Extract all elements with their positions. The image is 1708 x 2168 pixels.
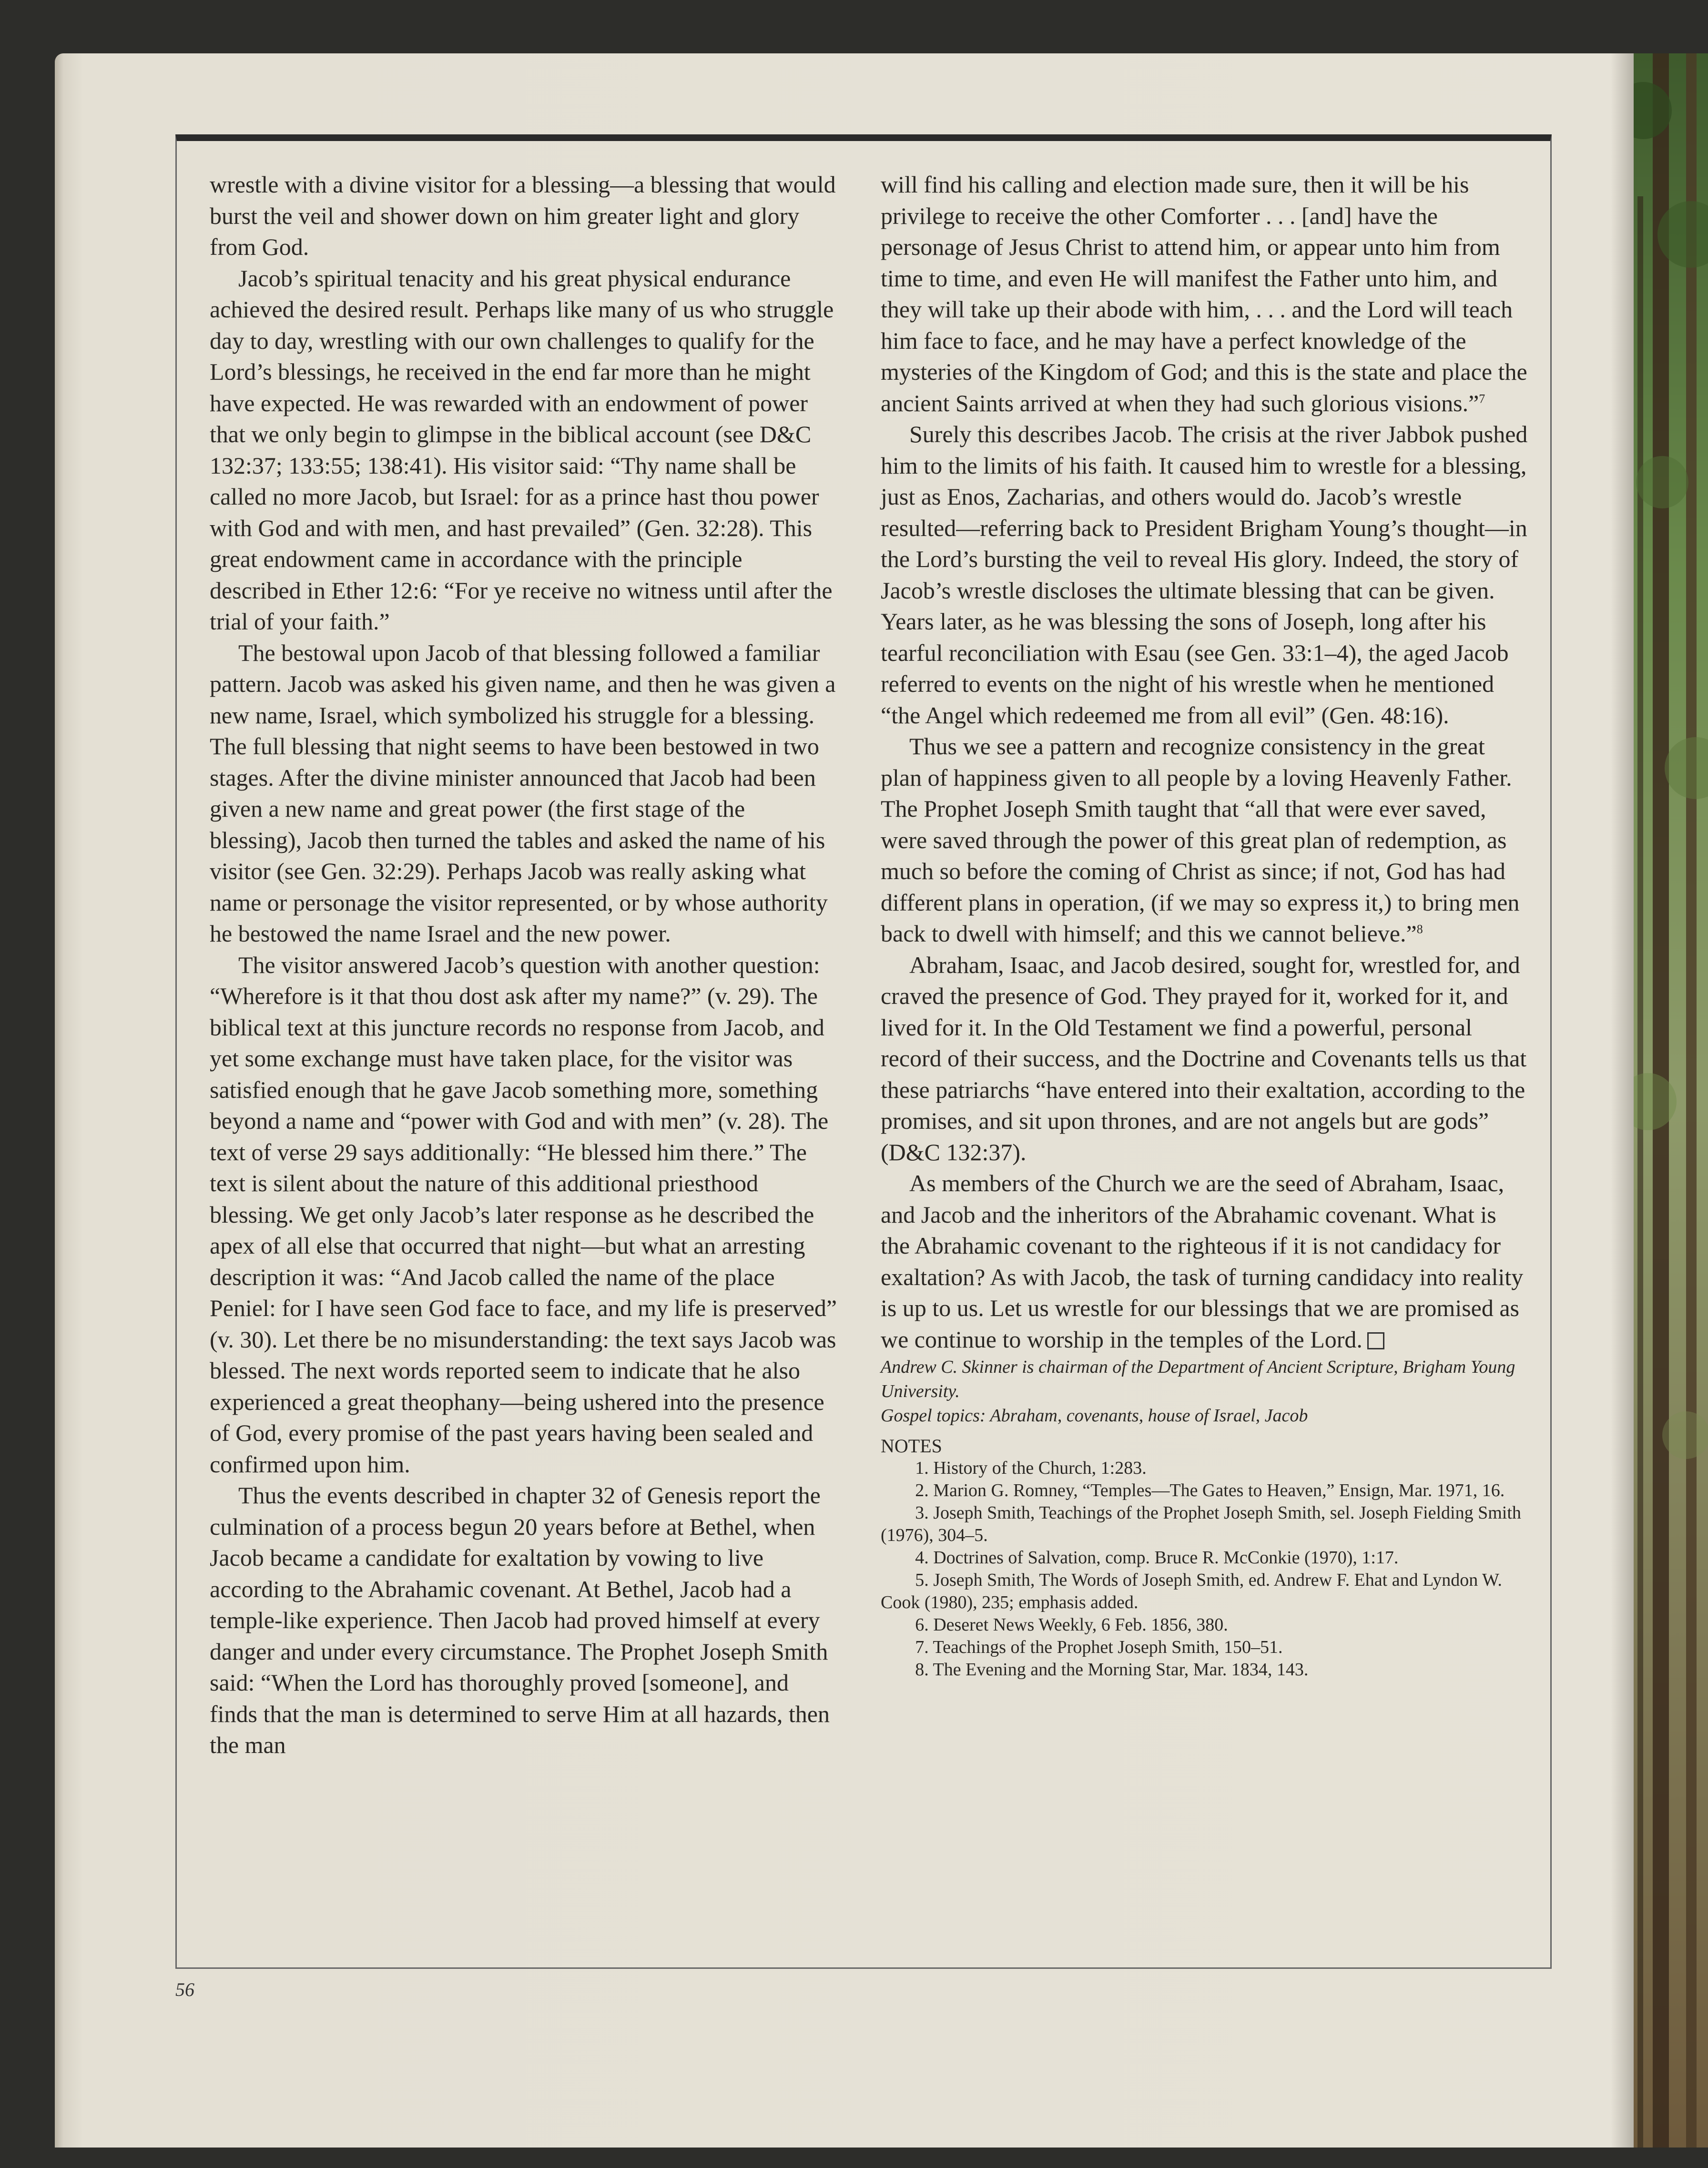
note-number: 7.: [915, 1637, 933, 1657]
right-column: [881, 169, 1529, 1681]
gospel-topics: Gospel topics: Abraham, covenants, house of Israel, Jacob: [881, 1406, 1308, 1426]
paragraph: Abraham, Isaac, and Jacob desired, sought for, wrestled for, and craved the presence of God. They prayed for it, worked for it, and lived for it. In the Old Testament we find a powerful, personal record of their success, and the Doctrine and Covenants tells us that these patriarchs “have entered into their exaltation, according to the promises, and sit upon thrones, and are not angels but are gods” (D&C 132:37).: [881, 951, 1527, 1165]
paragraph: Thus the events described in chapter 32 of Genesis report the culmination of a process begun 20 years before at Bethel, when Jacob became a candidate for exaltation by vowing to live according to the Abrahamic covenant. At Bethel, Jacob had a temple-like experience. Then Jacob had proved himself at every danger and under every circumstance. The Prophet Joseph Smith said: “When the Lord has thoroughly proved [someone], and finds that the man is determined to serve Him at all hazards, then the man: [210, 1482, 830, 1758]
note-text: Marion G. Romney, “Temples—The Gates to Heaven,” Ensign, Mar. 1971, 16.: [933, 1480, 1505, 1500]
note-item: [881, 1636, 1529, 1659]
page-number: 56: [175, 1979, 194, 2000]
note-text: History of the Church, 1:283.: [933, 1458, 1147, 1478]
paragraph: The bestowal upon Jacob of that blessing followed a familiar pattern. Jacob was asked his given name, and then he was given a new name, Israel, which symbolized his struggle for a blessing. The full blessing that night seems to have been bestowed in two stages. After the divine minister announced that Jacob had been given a new name and great power (the first stage of the blessing), Jacob then turned the tables and asked the name of his visitor (see Gen. 32:29). Perhaps Jacob was really asking what name or personage the visitor represented, or by whose authority he bestowed the name Israel and the new power.: [210, 639, 836, 947]
note-number: 3.: [915, 1503, 934, 1523]
note-text: Teachings of the Prophet Joseph Smith, 150–51.: [933, 1637, 1283, 1657]
paragraph: wrestle with a divine visitor for a blessing—a blessing that would burst the veil and shower down on him greater light and glory from God.: [210, 171, 836, 260]
paragraph-text: Thus we see a pattern and recognize consistency in the great plan of happiness given to all people by a loving Heavenly Father. The Prophet Joseph Smith taught that “all that were ever saved, were saved through the power of this great plan of redemption, as much so before the coming of Christ as since; if not, God has had different plans in operation, (if we may so express it,) to bring men back to dwell with himself; and this we cannot believe.”: [881, 733, 1520, 947]
note-number: 4.: [915, 1548, 934, 1568]
note-item: [881, 1479, 1529, 1502]
note-number: 2.: [915, 1480, 934, 1500]
footnote-ref: 8: [1416, 922, 1423, 936]
note-item: [881, 1659, 1529, 1681]
paragraph: The visitor answered Jacob’s question with another question: “Wherefore is it that thou dost ask after my name?” (v. 29). The biblical text at this juncture records no response from Jacob, and yet some exchange must have taken place, for the visitor was satisfied enough that he gave Jacob something more, something beyond a name and “power with God and with men” (v. 28). The text of verse 29 says additionally: “He blessed him there.” The text is silent about the nature of this additional priesthood blessing. We get only Jacob’s later response as he described the apex of all else that occurred that night—but what an arresting description it was: “And Jacob called the name of the place Peniel: for I have seen God face to face, and my life is preserved” (v. 30). Let there be no misunderstanding: the text says Jacob was blessed. The next words reported seem to indicate that he also experienced a great theophany—being ushered into the presence of God, every promise of the past years having been sealed and confirmed upon him.: [210, 951, 837, 1478]
note-item: [881, 1614, 1529, 1636]
note-item: [881, 1457, 1529, 1479]
author-credit: Andrew C. Skinner is chairman of the Department of Ancient Scripture, Brigham Young University.: [881, 1357, 1515, 1401]
note-item: [881, 1547, 1529, 1569]
note-number: 5.: [915, 1570, 934, 1590]
note-item: [881, 1502, 1529, 1547]
note-text: The Evening and the Morning Star, Mar. 1834, 143.: [933, 1660, 1309, 1680]
note-number: 1.: [915, 1458, 934, 1478]
note-text: Joseph Smith, Teachings of the Prophet Joseph Smith, sel. Joseph Fielding Smith (1976), 304–5.: [881, 1503, 1521, 1545]
footnote-ref: 7: [1479, 391, 1485, 405]
note-text: Joseph Smith, The Words of Joseph Smith, ed. Andrew F. Ehat and Lyndon W. Cook (1980), 235; emphasis added.: [881, 1570, 1502, 1612]
left-column: [210, 169, 839, 1761]
note-text: Deseret News Weekly, 6 Feb. 1856, 380.: [933, 1615, 1228, 1635]
paragraph: [881, 1168, 1529, 1355]
paragraph-text: As members of the Church we are the seed of Abraham, Isaac, and Jacob and the inheritors of the Abrahamic covenant. What is the Abrahamic covenant to the righteous if it is not candidacy for exaltation? As with Jacob, the task of turning candidacy into reality is up to us. Let us wrestle for our blessings that we are promised as we continue to worship in the temples of the Lord.: [881, 1170, 1524, 1353]
paragraph-text: will find his calling and election made sure, then it will be his privilege to receive the other Comforter . . . [and] have the personage of Jesus Christ to attend him, or appear unto him from time to time, and even He will manifest the Father unto him, and they will take up their abode with him, . . . and the Lord will teach him face to face, and he may have a perfect knowledge of the mysteries of the Kingdom of God; and this is the state and place the ancient Saints arrived at when they had such glorious visions.”: [881, 171, 1527, 416]
paragraph: Surely this describes Jacob. The crisis at the river Jabbok pushed him to the limits of his faith. It caused him to wrestle for a blessing, just as Enos, Zacharias, and others would do. Jacob’s wrestle resulted—referring back to President Brigham Young’s thought—in the Lord’s bursting the veil to reveal His glory. Indeed, the story of Jacob’s wrestle discloses the ultimate blessing that can be given. Years later, as he was blessing the sons of Joseph, long after his tearful reconciliation with Esau (see Gen. 33:1–4), the aged Jacob referred to events on the night of his wrestle when he mentioned “the Angel which redeemed me from all evil” (Gen. 48:16).: [881, 421, 1528, 729]
note-item: [881, 1569, 1529, 1614]
forest-photo-edge: [1634, 53, 1708, 2148]
end-mark-icon: [1367, 1332, 1384, 1349]
notes-heading: NOTES: [881, 1435, 942, 1457]
forest-photo-image: [1634, 53, 1708, 2148]
note-text: Doctrines of Salvation, comp. Bruce R. McConkie (1970), 1:17.: [933, 1548, 1399, 1568]
paragraph: [881, 169, 1529, 419]
paragraph: Jacob’s spiritual tenacity and his great physical endurance achieved the desired result. Perhaps like many of us who struggle day to day, wrestling with our own challenges to qualify for the Lord’s blessings, he received in the end far more than he might have expected. He was rewarded with an endowment of power that we only begin to glimpse in the biblical account (see D&C 132:37; 133:55; 138:41). His visitor said: “Thy name shall be called no more Jacob, but Israel: for as a prince hast thou power with God and with men, and hast prevailed” (Gen. 32:28). This great endowment came in accordance with the principle described in Ether 12:6: “For ye receive no witness until after the trial of your faith.”: [210, 264, 834, 635]
notes-list: [881, 1457, 1529, 1681]
paragraph: [881, 731, 1529, 950]
note-number: 6.: [915, 1615, 934, 1635]
note-number: 8.: [915, 1660, 933, 1680]
